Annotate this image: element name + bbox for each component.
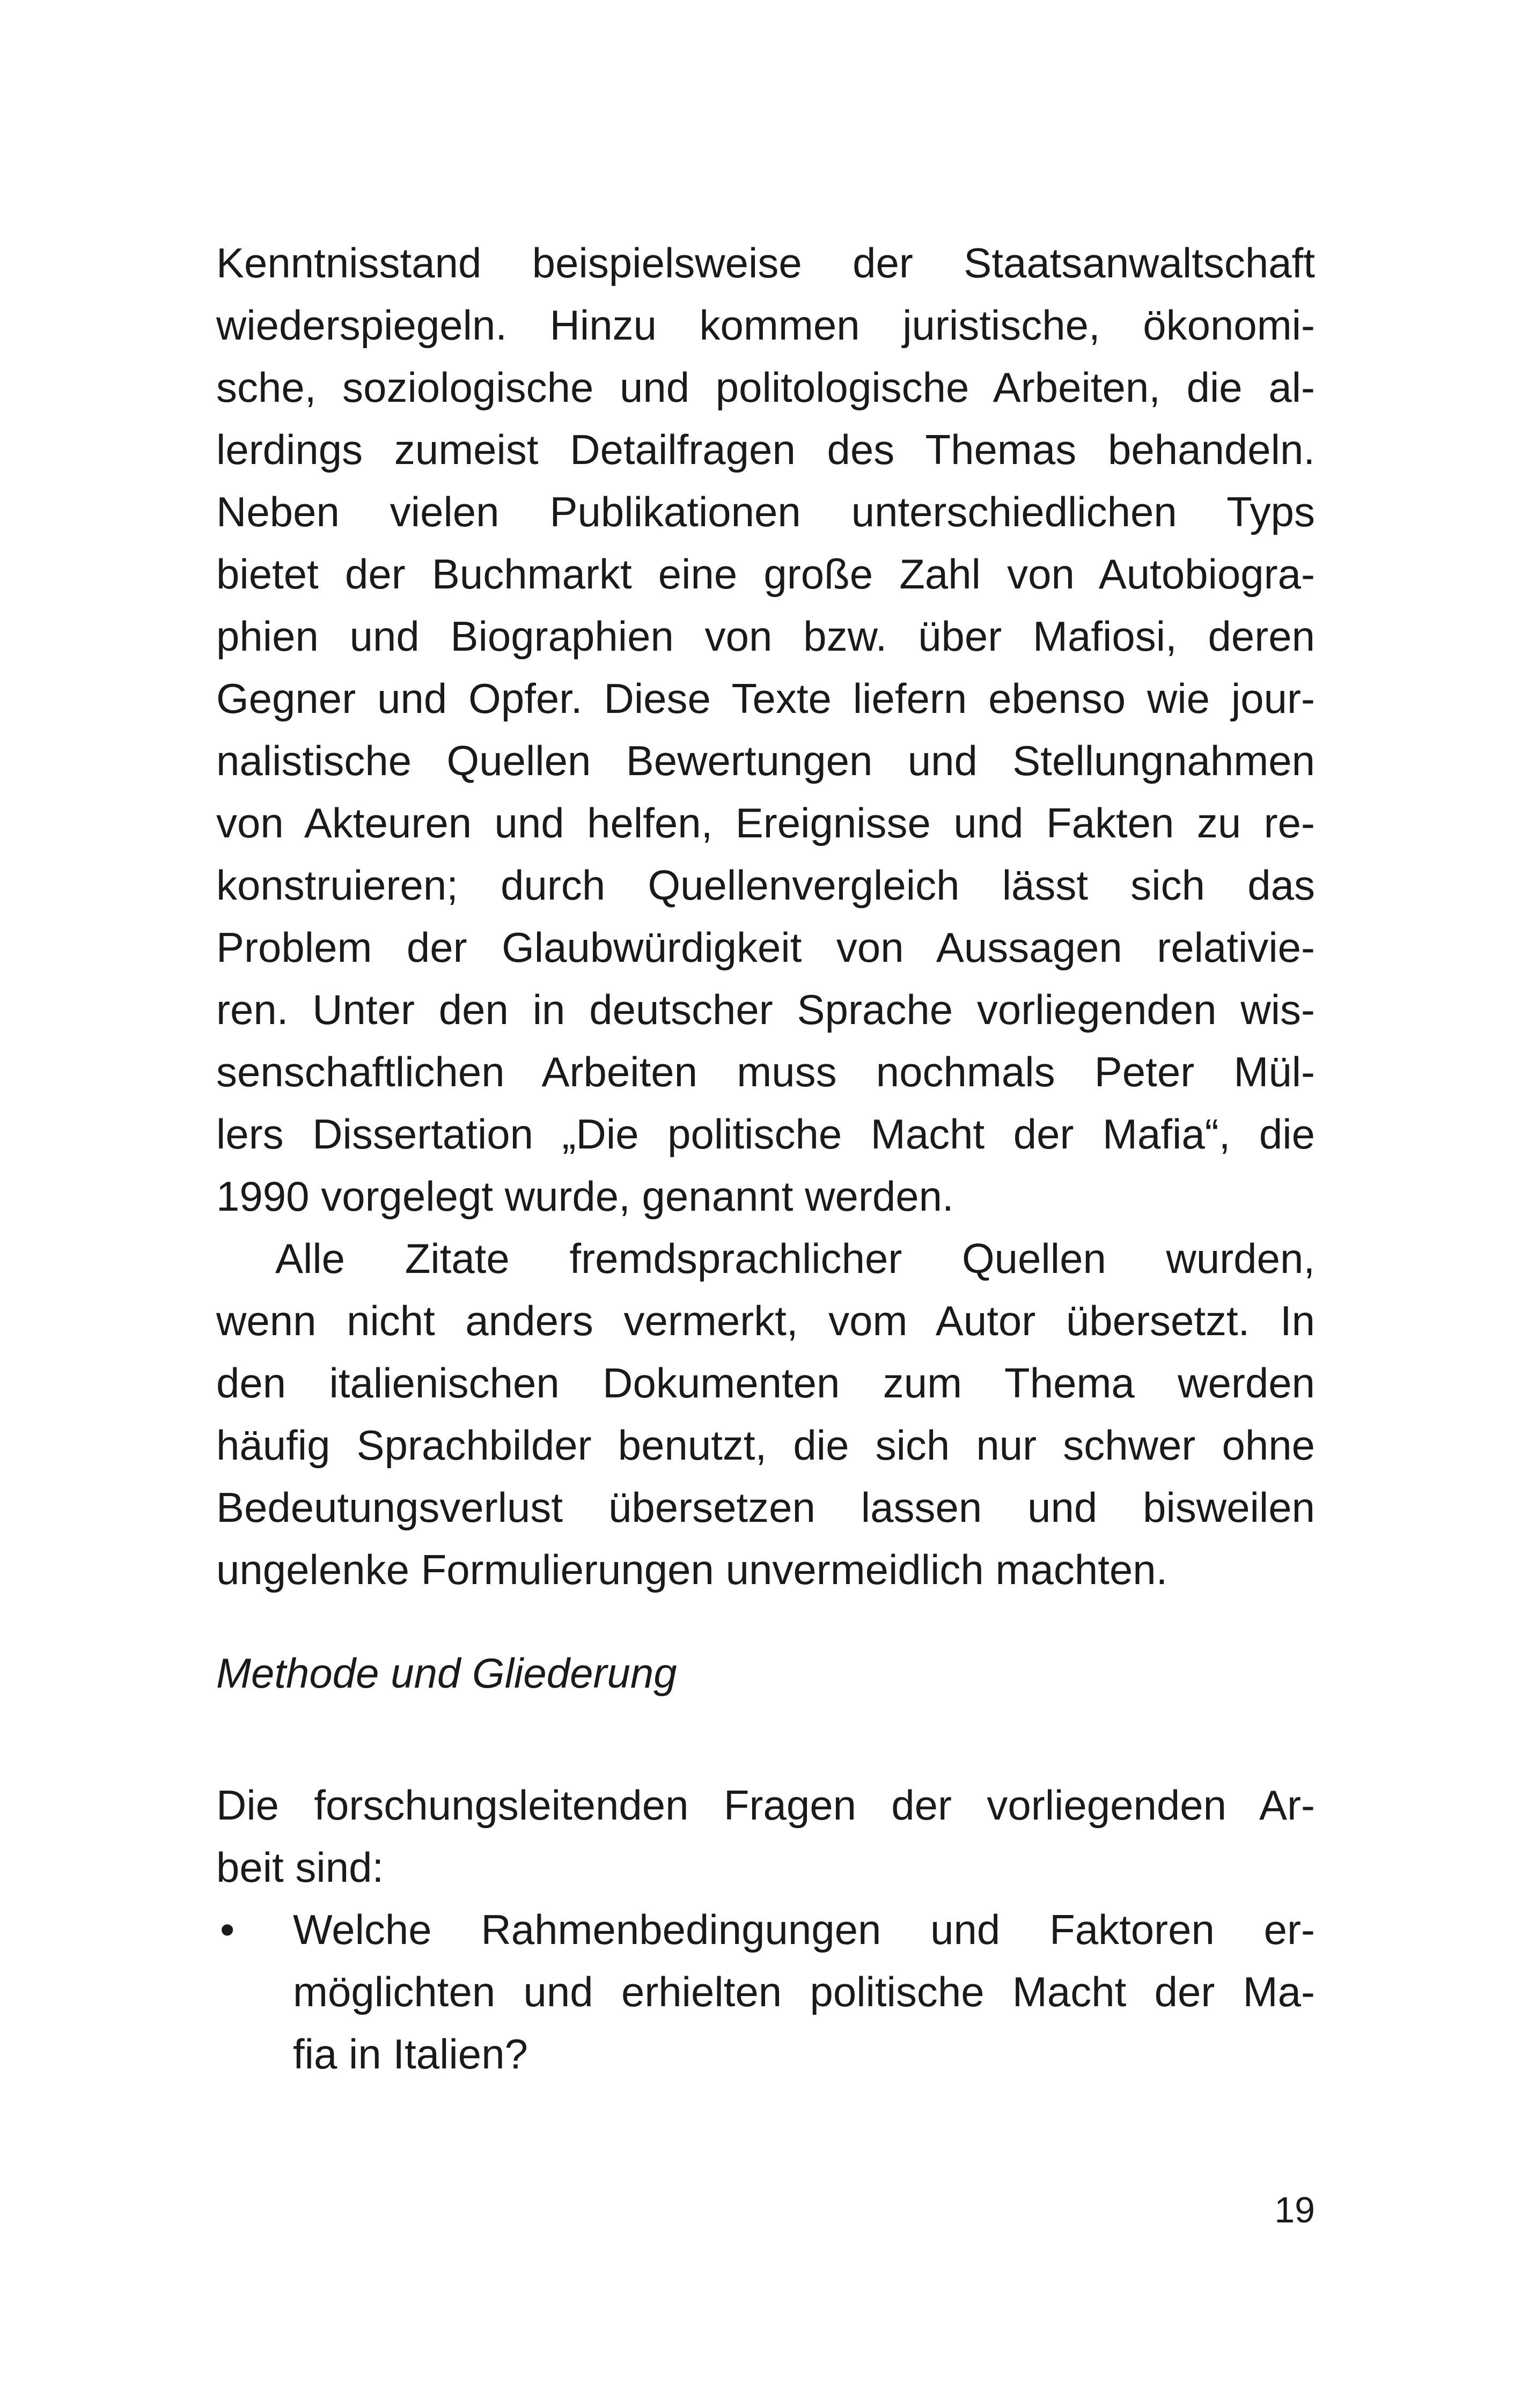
text-line: fia in Italien? xyxy=(293,2030,528,2078)
text-line: senschaftlichen Arbeiten muss nochmals Peter Mül- xyxy=(216,1048,1315,1095)
text-line: wenn nicht anders vermerkt, vom Autor übersetzt. In xyxy=(216,1297,1315,1344)
section-heading: Methode und Gliederung xyxy=(216,1649,677,1697)
text-line: bietet der Buchmarkt eine große Zahl von Autobiogra- xyxy=(216,550,1315,598)
page-number: 19 xyxy=(1274,2190,1315,2230)
text-line: häufig Sprachbilder benutzt, die sich nur schwer ohne xyxy=(216,1422,1315,1469)
bullet-icon: • xyxy=(220,1906,235,1953)
text-line: ungelenke Formulierungen unvermeidlich machten. xyxy=(216,1546,1168,1593)
text-line: ren. Unter den in deutscher Sprache vorliegenden wis- xyxy=(216,986,1315,1033)
text-line: Problem der Glaubwürdigkeit von Aussagen relativie- xyxy=(216,924,1315,971)
text-line: Neben vielen Publikationen unterschiedlichen Typs xyxy=(216,488,1315,535)
text-line: nalistische Quellen Bewertungen und Stellungnahmen xyxy=(216,737,1315,784)
text-line: konstruieren; durch Quellenvergleich lässt sich das xyxy=(216,861,1315,909)
text-line: phien und Biographien von bzw. über Mafiosi, deren xyxy=(216,613,1315,660)
text-line: möglichten und erhielten politische Macht der Ma- xyxy=(293,1968,1315,2015)
text-line: Kenntnisstand beispielsweise der Staatsanwaltschaft xyxy=(216,239,1315,286)
text-line: von Akteuren und helfen, Ereignisse und Fakten zu re- xyxy=(216,799,1315,846)
text-line: Alle Zitate fremdsprachlicher Quellen wurden, xyxy=(275,1235,1315,1282)
text-line: Gegner und Opfer. Diese Texte liefern ebenso wie jour- xyxy=(216,675,1315,722)
text-line: den italienischen Dokumenten zum Thema werden xyxy=(216,1359,1315,1406)
text-line: Bedeutungsverlust übersetzen lassen und bisweilen xyxy=(216,1484,1315,1531)
text-line: wiederspiegeln. Hinzu kommen juristische, ökonomi- xyxy=(216,301,1315,349)
text-line: sche, soziologische und politologische Arbeiten, die al- xyxy=(216,364,1315,411)
text-line: Die forschungsleitenden Fragen der vorliegenden Ar- xyxy=(216,1781,1315,1829)
text-line: beit sind: xyxy=(216,1844,384,1891)
text-line: 1990 vorgelegt wurde, genannt werden. xyxy=(216,1173,954,1220)
text-line: lers Dissertation „Die politische Macht der Mafia“, die xyxy=(216,1110,1315,1158)
text-line: Welche Rahmenbedingungen und Faktoren er- xyxy=(293,1906,1315,1953)
text-line: lerdings zumeist Detailfragen des Themas behandeln. xyxy=(216,426,1315,473)
